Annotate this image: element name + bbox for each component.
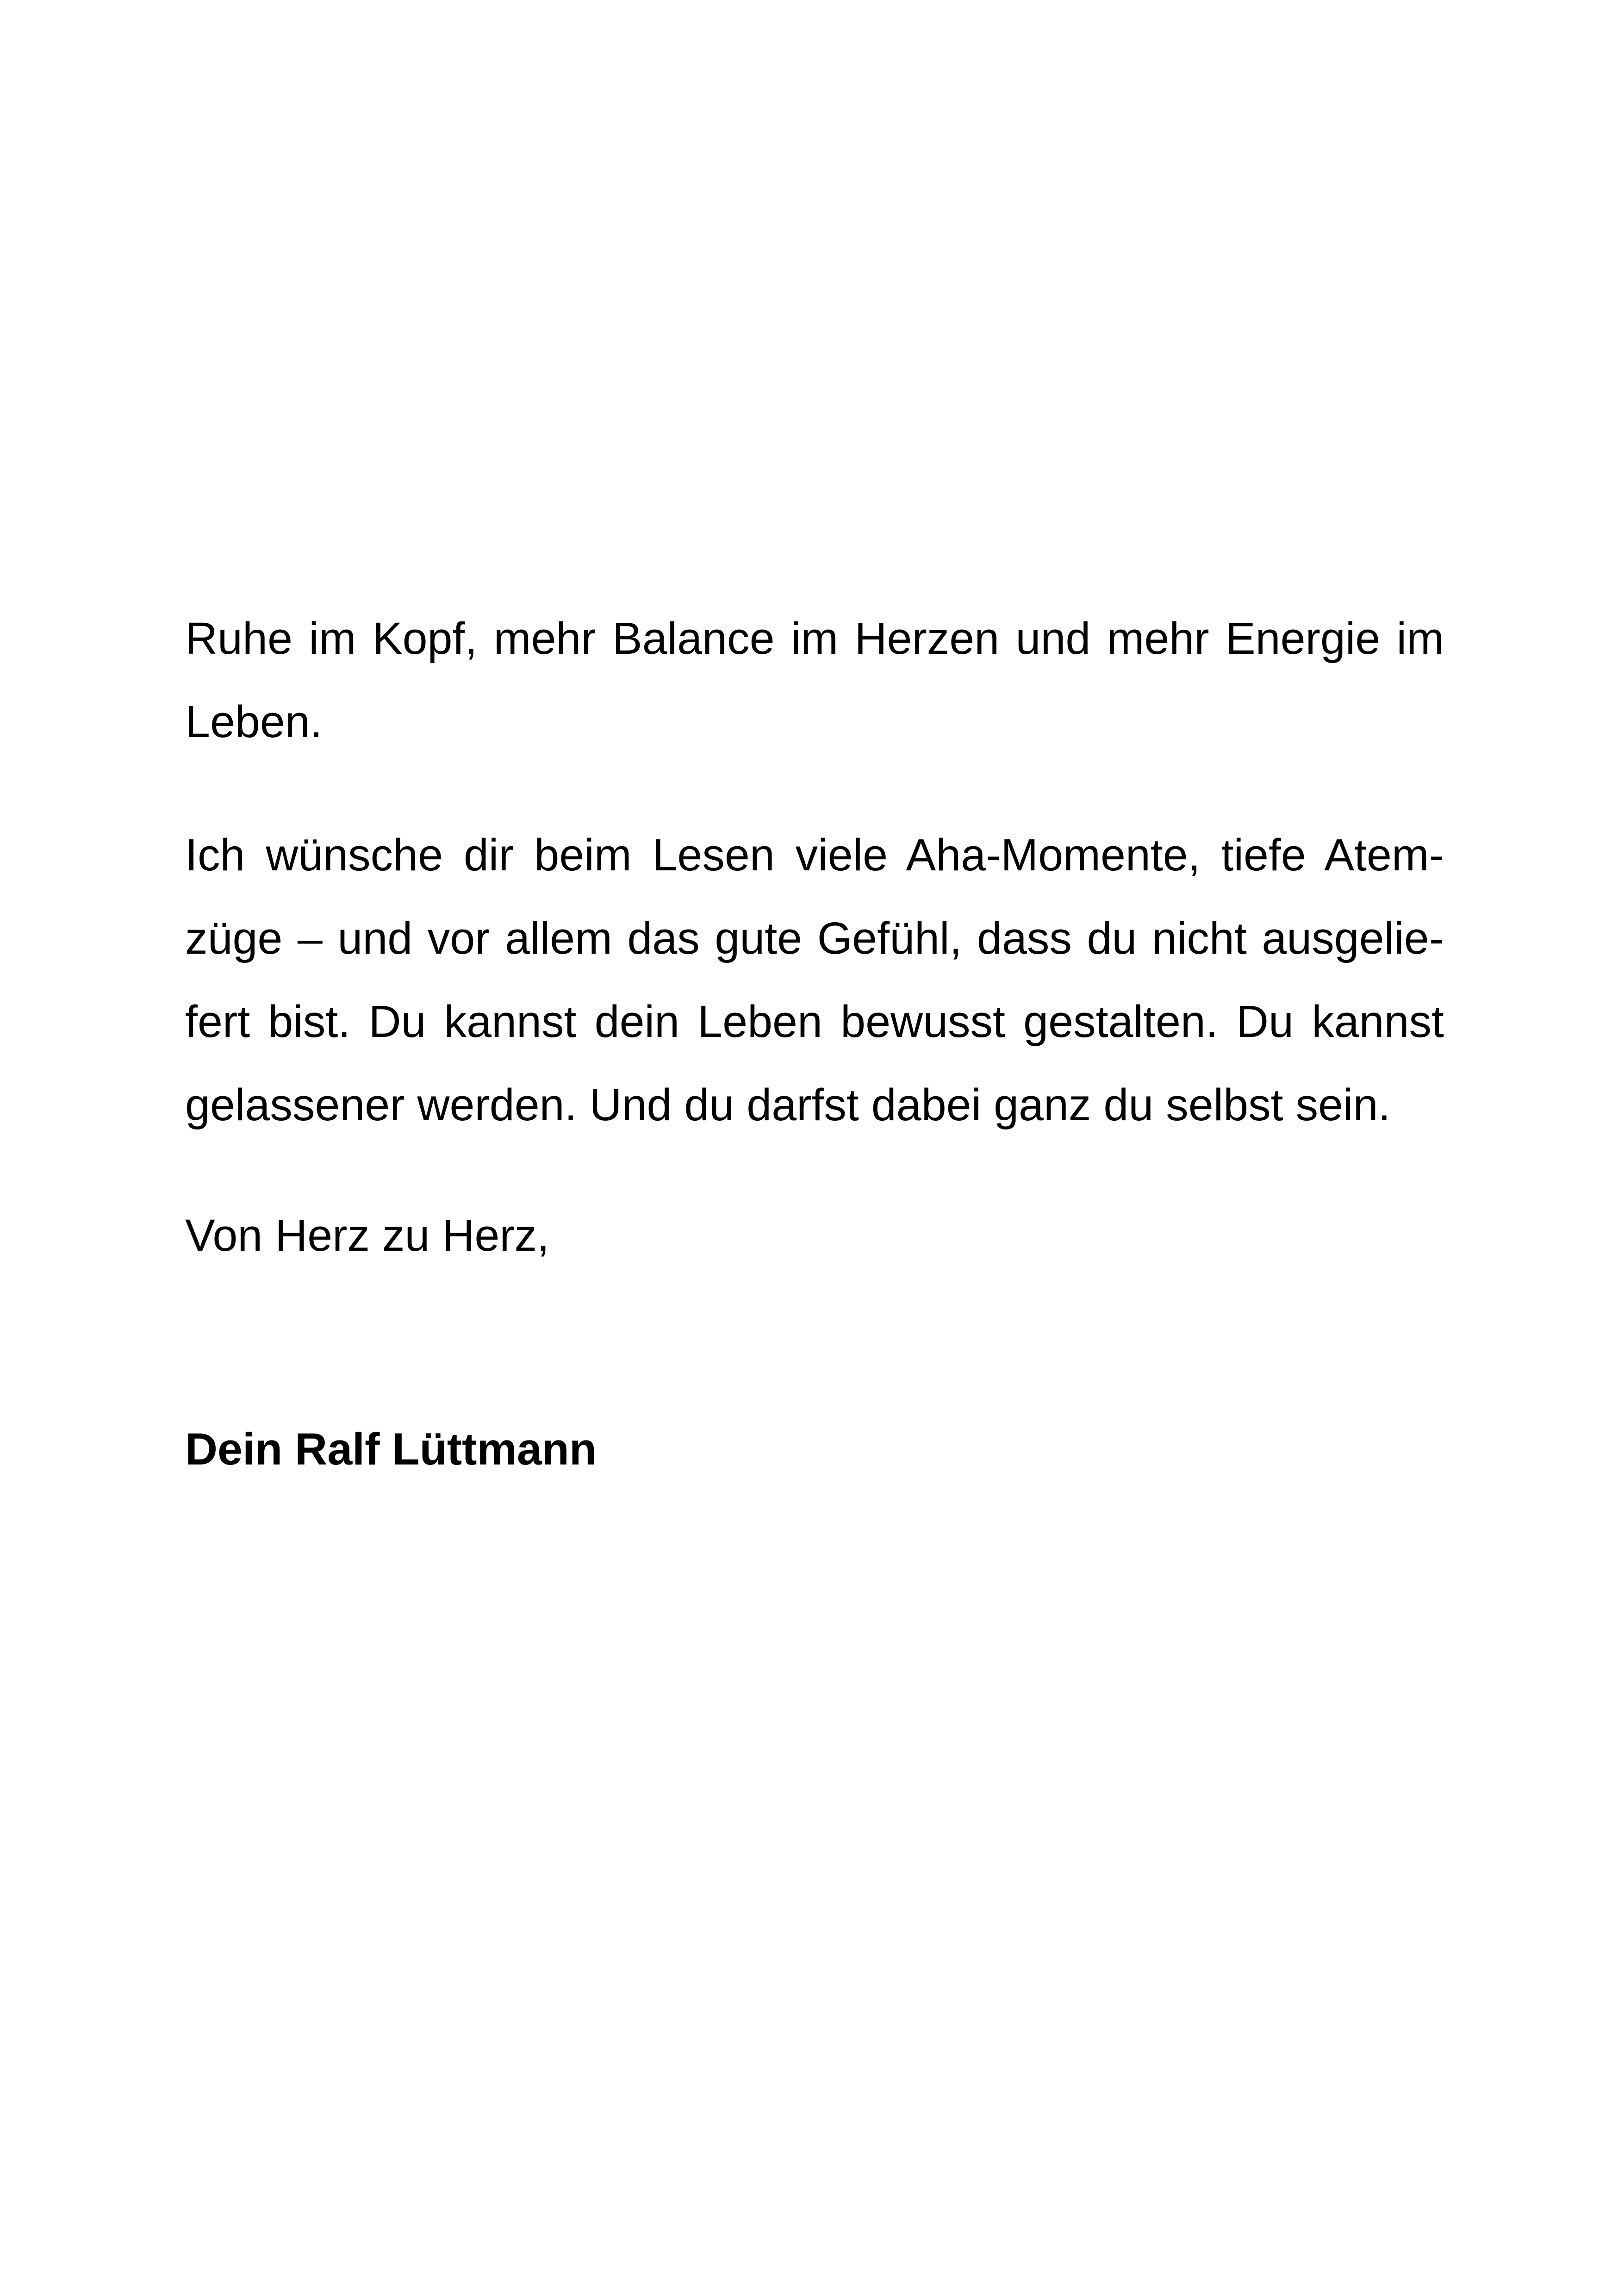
paragraph-1-line-2: Leben. [185, 696, 323, 747]
paragraph-2-line-2: züge – und vor allem das gute Gefühl, dass du nicht ausgelie- [185, 913, 1444, 963]
paragraph-2-line-4: gelassener werden. Und du darfst dabei ganz du selbst sein. [185, 1080, 1391, 1130]
paragraph-2-line-1: Ich wünsche dir beim Lesen viele Aha-Momente, tiefe Atem- [185, 830, 1444, 880]
signature: Dein Ralf Lüttmann [185, 1424, 597, 1474]
closing-line [185, 1194, 1444, 1277]
paragraph-2-line-3: fert bist. Du kannst dein Leben bewusst gestalten. Du kannst [185, 996, 1444, 1047]
closing-text: Von Herz zu Herz, [185, 1210, 550, 1260]
paragraph-2 [185, 813, 1444, 1147]
paragraph-1-line-1: Ruhe im Kopf, mehr Balance im Herzen und mehr Energie im [185, 613, 1444, 664]
paragraph-1 [185, 597, 1444, 763]
